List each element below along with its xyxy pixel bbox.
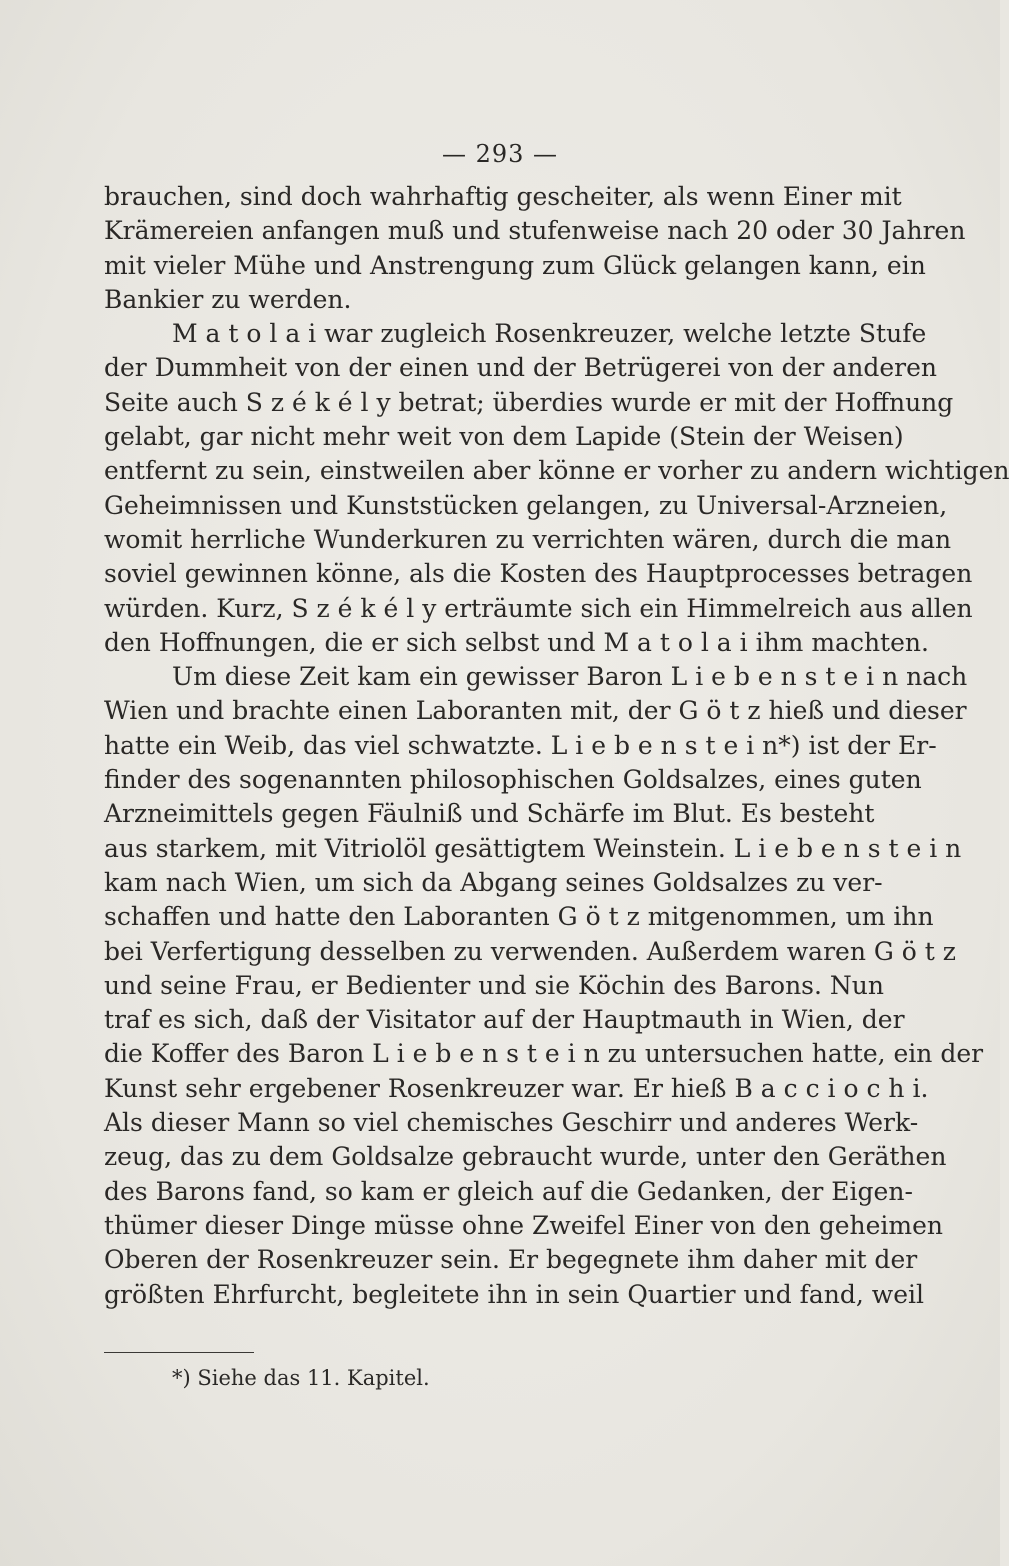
text-line: womit herrliche Wunderkuren zu verrichten wären, durch die man bbox=[104, 524, 952, 554]
text-line: soviel gewinnen könne, als die Kosten des Hauptprocesses betragen bbox=[104, 559, 973, 589]
footnote: *) Siehe das 11. Kapitel. bbox=[172, 1366, 430, 1390]
text-line: M a t o l a i war zugleich Rosenkreuzer, welche letzte Stufe bbox=[172, 319, 927, 349]
text-line: größten Ehrfurcht, begleitete ihn in sein Quartier und fand, weil bbox=[104, 1279, 924, 1309]
text-line: Oberen der Rosenkreuzer sein. Er begegnete ihm daher mit der bbox=[104, 1245, 918, 1275]
text-line: der Dummheit von der einen und der Betrügerei von der anderen bbox=[104, 353, 937, 383]
text-line: gelabt, gar nicht mehr weit von dem Lapide (Stein der Weisen) bbox=[104, 422, 904, 452]
text-line: des Barons fand, so kam er gleich auf die Gedanken, der Eigen- bbox=[104, 1176, 913, 1206]
text-line: den Hoffnungen, die er sich selbst und M a t o l a i ihm machten. bbox=[104, 627, 929, 657]
text-line: Kunst sehr ergebener Rosenkreuzer war. Er hieß B a c c i o c h i. bbox=[104, 1073, 929, 1103]
text-line: brauchen, sind doch wahrhaftig gescheiter, als wenn Einer mit bbox=[104, 182, 902, 211]
text-line: Als dieser Mann so viel chemisches Geschirr und anderes Werk- bbox=[104, 1108, 919, 1138]
text-line: aus starkem, mit Vitriolöl gesättigtem Weinstein. L i e b e n s t e i n bbox=[104, 833, 962, 863]
text-line: die Koffer des Baron L i e b e n s t e i n zu untersuchen hatte, ein der bbox=[104, 1039, 984, 1069]
text-line: Geheimnissen und Kunststücken gelangen, zu Universal-Arzneien, bbox=[104, 490, 948, 520]
text-line: Seite auch S z é k é l y betrat; überdies wurde er mit der Hoffnung bbox=[104, 387, 954, 417]
text-line: bei Verfertigung desselben zu verwenden. Außerdem waren G ö t z bbox=[104, 936, 956, 966]
text-line: zeug, das zu dem Goldsalze gebraucht wurde, unter den Geräthen bbox=[104, 1142, 947, 1172]
text-line: thümer dieser Dinge müsse ohne Zweifel Einer von den geheimen bbox=[104, 1210, 944, 1240]
page-number: — 293 — bbox=[441, 140, 559, 168]
footnote-divider bbox=[104, 1352, 254, 1353]
text-line: Wien und brachte einen Laboranten mit, der G ö t z hieß und dieser bbox=[104, 696, 967, 726]
text-line: schaffen und hatte den Laboranten G ö t z mitgenommen, um ihn bbox=[104, 902, 934, 932]
text-line: Arzneimittels gegen Fäulniß und Schärfe im Blut. Es besteht bbox=[104, 799, 875, 829]
text-line: hatte ein Weib, das viel schwatzte. L i e b e n s t e i n*) ist der Er- bbox=[104, 730, 937, 760]
text-line: Krämereien anfangen muß und stufenweise nach 20 oder 30 Jahren bbox=[104, 216, 966, 246]
text-line: würden. Kurz, S z é k é l y erträumte sich ein Himmelreich aus allen bbox=[104, 593, 973, 623]
text-line: entfernt zu sein, einstweilen aber könne er vorher zu andern wichtigen bbox=[104, 456, 1009, 486]
text-line: mit vieler Mühe und Anstrengung zum Glück gelangen kann, ein bbox=[104, 250, 926, 280]
text-line: und seine Frau, er Bedienter und sie Köchin des Barons. Nun bbox=[104, 970, 884, 1000]
text-line: kam nach Wien, um sich da Abgang seines Goldsalzes zu ver- bbox=[104, 867, 883, 897]
text-line: Um diese Zeit kam ein gewisser Baron L i e b e n s t e i n nach bbox=[172, 662, 968, 692]
body-text bbox=[104, 180, 1009, 1312]
text-line: traf es sich, daß der Visitator auf der Hauptmauth in Wien, der bbox=[104, 1005, 905, 1035]
text-line: Bankier zu werden. bbox=[104, 284, 352, 314]
text-line: finder des sogenannten philosophischen Goldsalzes, eines guten bbox=[104, 765, 922, 795]
